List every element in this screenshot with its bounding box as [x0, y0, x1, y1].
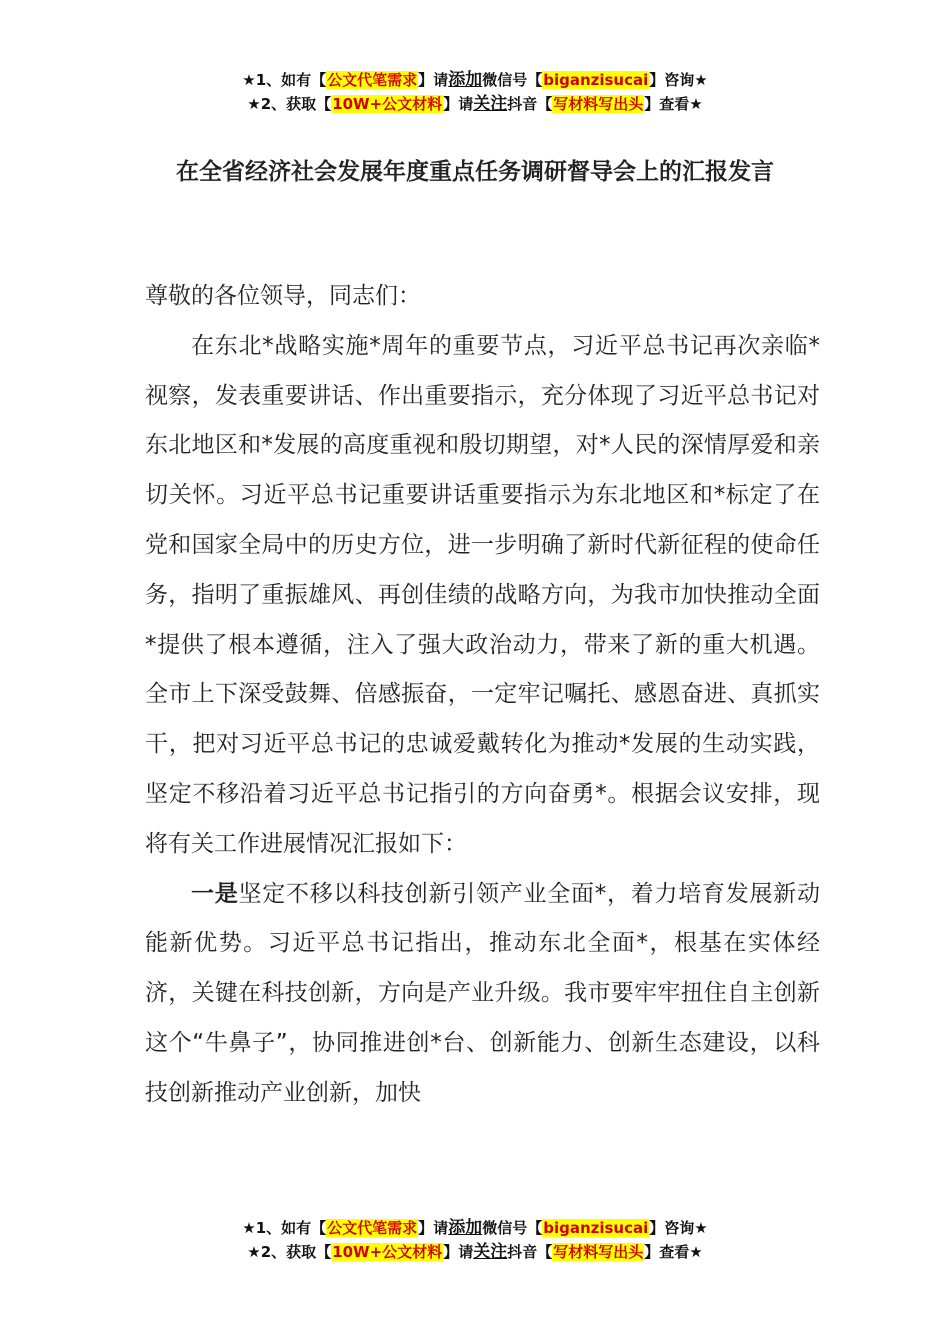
promo-highlight: 写材料写出头 — [553, 95, 644, 113]
promo-highlight: 10W+公文材料 — [332, 1243, 443, 1261]
promo-text: ★2、获取【 — [247, 95, 332, 113]
promo-line-1 — [0, 68, 950, 92]
promo-highlight: 公文代笔需求 — [327, 71, 418, 89]
promo-text: ★1、如有【 — [242, 71, 327, 89]
promo-text: 抖音【 — [507, 95, 553, 113]
salutation: 尊敬的各位领导，同志们： — [145, 283, 421, 309]
document-body — [145, 272, 820, 1119]
promo-highlight: 公文代笔需求 — [327, 1219, 418, 1237]
promo-underlined: 关注 — [473, 94, 508, 114]
promo-text: 】请 — [443, 1243, 474, 1261]
paragraph: 在东北*战略实施*周年的重要节点，习近平总书记再次亲临*视察，发表重要讲话、作出重要指示，充分体现了习近平总书记对东北地区和*发展的高度重视和殷切期望，对*人民的深情厚爱和亲切关怀。习近平总书记重要讲话重要指示为东北地区和*标定了在党和国家全局中的历史方位，进一步明确了新时代新征程的使命任务，指明了重振雄风、再创佳绩的战略方向，为我市加快推动全面*提供了根本遵循，注入了强大政治动力，带来了新的重大机遇。全市上下深受鼓舞、倍感振奋，一定牢记嘱托、感恩奋进、真抓实干，把对习近平总书记的忠诚爱戴转化为推动*发展的生动实践，坚定不移沿着习近平总书记指引的方向奋勇*。根据会议安排，现将有关工作进展情况汇报如下： — [145, 332, 820, 857]
promo-highlight: biganzisucai — [543, 1219, 649, 1237]
promo-highlight: 写材料写出头 — [553, 1243, 644, 1261]
promo-line-2 — [0, 92, 950, 116]
promo-highlight: 10W+公文材料 — [332, 95, 443, 113]
promo-text: 】请 — [418, 1219, 449, 1237]
promo-text: 】查看★ — [644, 95, 703, 113]
paragraph-text: 坚定不移以科技创新引领产业全面*，着力培育发展新动能新优势。习近平总书记指出，推动东北全面*，根基在实体经济，关键在科技创新，方向是产业升级。我市要牢牢扭住自主创新这个“牛鼻子”，协同推进创*台、创新能力、创新生态建设，以科技创新推动产业创新，加快 — [145, 880, 820, 1106]
promo-text: 】咨询★ — [649, 1219, 708, 1237]
promo-text: 抖音【 — [507, 1243, 553, 1261]
promo-line-1 — [0, 1216, 950, 1240]
promo-underlined: 关注 — [473, 1242, 508, 1262]
paragraph-lead: 一是 — [191, 880, 239, 907]
document-title: 在全省经济社会发展年度重点任务调研督导会上的汇报发言 — [176, 159, 774, 185]
promo-text: 微信号【 — [482, 1219, 543, 1237]
paragraph — [145, 870, 820, 1119]
promo-underlined: 添加 — [448, 70, 483, 90]
promo-text: ★2、获取【 — [247, 1243, 332, 1261]
promo-text: 】请 — [443, 95, 474, 113]
promo-text: 】请 — [418, 71, 449, 89]
promo-text: ★1、如有【 — [242, 1219, 327, 1237]
promo-text: 微信号【 — [482, 71, 543, 89]
footer-promo-banner — [0, 1216, 950, 1264]
promo-text: 】咨询★ — [649, 71, 708, 89]
header-promo-banner — [0, 68, 950, 116]
promo-underlined: 添加 — [448, 1218, 483, 1238]
promo-highlight: biganzisucai — [543, 71, 649, 89]
promo-text: 】查看★ — [644, 1243, 703, 1261]
promo-line-2 — [0, 1240, 950, 1264]
